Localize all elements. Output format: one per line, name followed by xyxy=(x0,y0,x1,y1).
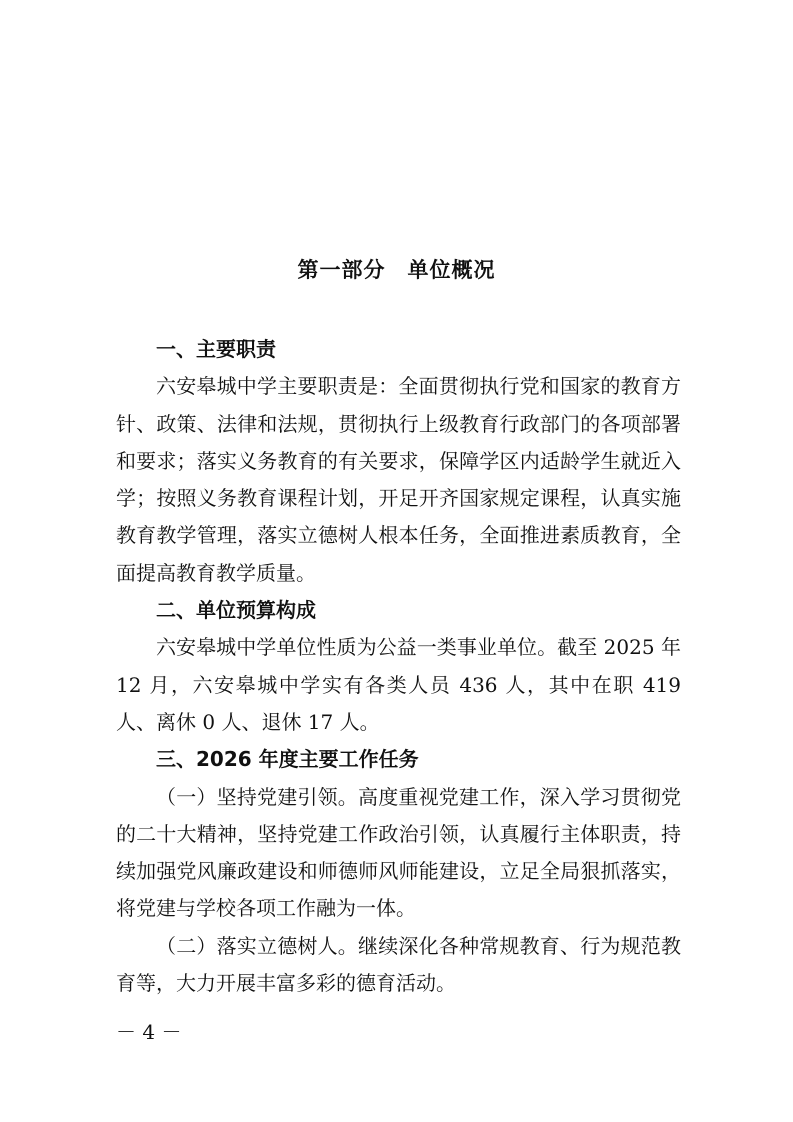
section-heading-duties: 一、主要职责 xyxy=(156,337,276,361)
page-title: 第一部分 单位概况 xyxy=(297,258,496,282)
section-heading-work-tasks: 三、2026 年度主要工作任务 xyxy=(156,747,419,772)
paragraph-duties: 六安皋城中学主要职责是：全面贯彻执行党和国家的教育方针、政策、法律和法规，贯彻执行上级教育行政部门的各项部署和要求；落实义务教育的有关要求，保障学区内适龄学生就近入学；按照义务教育课程计划，开足开齐国家规定课程，认真实施教育教学管理，落实立德树人根本任务，全面推进素质教育，全面提高教育教学质量。 xyxy=(116,374,681,585)
section-heading-budget-structure: 二、单位预算构成 xyxy=(156,598,316,623)
page-number: － 4 － xyxy=(116,1020,182,1044)
document-body xyxy=(116,331,681,1002)
paragraph-task-moral-education: （二）落实立德树人。继续深化各种常规教育、行为规范教育等，大力开展丰富多彩的德育活动。 xyxy=(116,933,681,996)
paragraph-budget-structure: 六安皋城中学单位性质为公益一类事业单位。截至 2025 年 12 月，六安皋城中学实有各类人员 436 人，其中在职 419 人、离休 0 人、退休 17 人。 xyxy=(116,635,681,734)
paragraph-task-party-building: （一）坚持党建引领。高度重视党建工作，深入学习贯彻党的二十大精神，坚持党建工作政治引领，认真履行主体职责，持续加强党风廉政建设和师德师风师能建设，立足全局狠抓落实，将党建与学校各项工作融为一体。 xyxy=(116,784,681,921)
